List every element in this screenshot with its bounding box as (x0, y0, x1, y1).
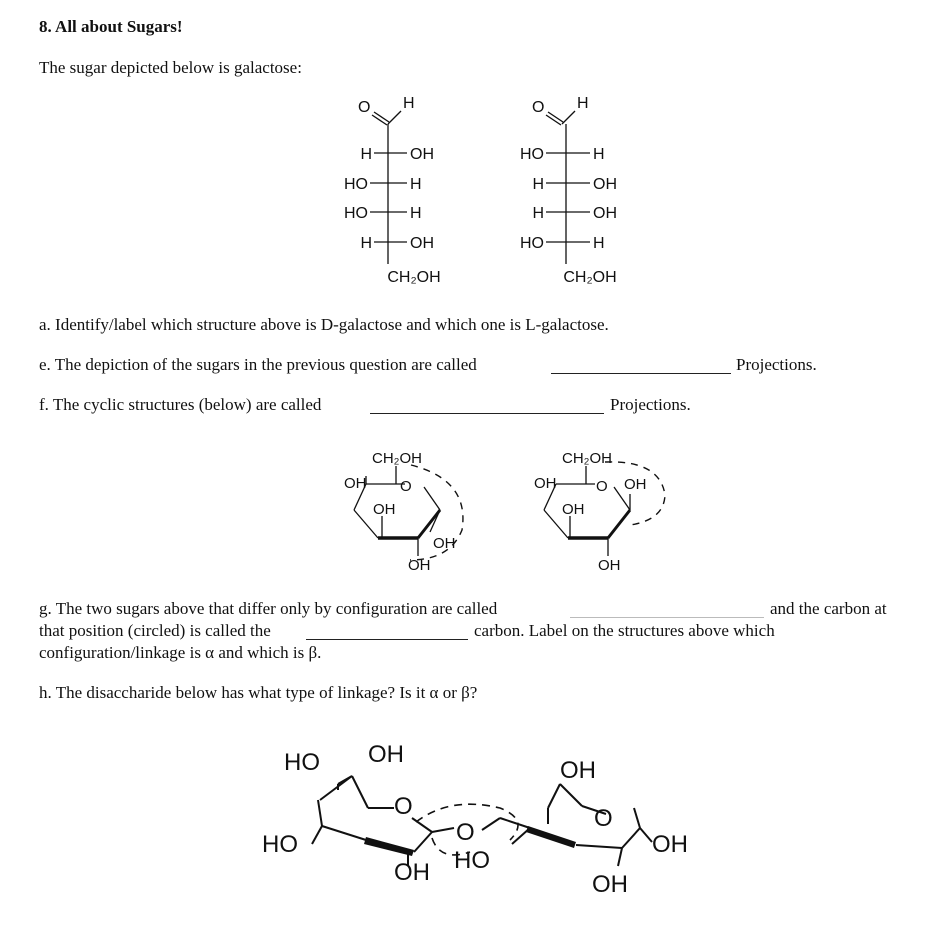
question-heading: 8. All about Sugars! (39, 17, 183, 36)
disaccharide-ho-bottom2: HO (454, 847, 490, 874)
fischer-left-row1-left: H (360, 146, 372, 163)
disaccharide-oh-right: OH (652, 831, 688, 858)
haworth-right-ch2oh: CH₂OH (562, 450, 612, 467)
question-g-line1: g. The two sugars above that differ only by configuration are called (39, 599, 498, 618)
fischer-right-row2-right: OH (593, 176, 617, 193)
question-a: a. Identify/label which structure above is D-galactose and which one is L-galactose. (39, 315, 609, 334)
haworth-right-oh-bottom: OH (598, 557, 621, 574)
haworth-right-oh-anomeric: OH (624, 476, 647, 493)
question-f-suffix: Projections. (610, 395, 691, 414)
fischer-right-row3-right: OH (593, 205, 617, 222)
fischer-right (546, 111, 590, 264)
haworth-left-ch2oh: CH₂OH (372, 450, 422, 467)
haworth-right-oh-left: OH (534, 475, 557, 492)
haworth-right-ring-o: O (596, 478, 608, 495)
fischer-right-row1-left: HO (520, 146, 544, 163)
disaccharide-oh-bottom2: OH (592, 871, 628, 898)
haworth-left-oh-bottom: OH (408, 557, 431, 574)
intro-text: The sugar depicted below is galactose: (39, 58, 302, 77)
fischer-right-row4-right: H (593, 235, 605, 252)
question-g-line1-end: and the carbon at (770, 599, 887, 618)
fischer-left (370, 111, 407, 264)
fischer-left-aldehyde-o: O (358, 99, 371, 116)
haworth-left-ring-o: O (400, 478, 412, 495)
haworth-left-oh-anomeric: OH (433, 535, 456, 552)
question-g-line2-end: carbon. Label on the structures above which (474, 621, 775, 640)
disaccharide-oh-top: OH (368, 741, 404, 768)
question-h: h. The disaccharide below has what type of linkage? Is it α or β? (39, 683, 478, 702)
question-f: f. The cyclic structures (below) are called (39, 395, 322, 414)
haworth-left-oh-left: OH (344, 475, 367, 492)
disaccharide-ring-o1: O (394, 793, 413, 820)
disaccharide-ho-left: HO (262, 831, 298, 858)
haworth-left-oh-inner: OH (373, 501, 396, 518)
disaccharide-bridge-o: O (456, 819, 475, 846)
question-e: e. The depiction of the sugars in the previous question are called (39, 355, 477, 374)
question-e-suffix: Projections. (736, 355, 817, 374)
fischer-right-aldehyde-o: O (532, 99, 545, 116)
fischer-left-row3-right: H (410, 205, 422, 222)
fischer-right-row2-left: H (532, 176, 544, 193)
question-g-line2: that position (circled) is called the (39, 621, 271, 640)
fischer-left-row4-right: OH (410, 235, 434, 252)
disaccharide-oh-top2: OH (560, 757, 596, 784)
fischer-left-ch2oh: CH₂OH (387, 269, 441, 286)
haworth-right-oh-inner: OH (562, 501, 585, 518)
fischer-right-row3-left: H (532, 205, 544, 222)
fischer-left-row3-left: HO (344, 205, 368, 222)
disaccharide-ho-top: HO (284, 749, 320, 776)
fischer-right-ch2oh: CH₂OH (563, 269, 617, 286)
disaccharide-ring-o2: O (594, 805, 613, 832)
disaccharide-oh-bottom1: OH (394, 859, 430, 886)
fischer-left-row2-right: H (410, 176, 422, 193)
fischer-left-row2-left: HO (344, 176, 368, 193)
fischer-left-aldehyde-h: H (403, 95, 415, 112)
fischer-right-aldehyde-h: H (577, 95, 589, 112)
fischer-right-row4-left: HO (520, 235, 544, 252)
fischer-left-row4-left: H (360, 235, 372, 252)
fischer-right-row1-right: H (593, 146, 605, 163)
fischer-left-row1-right: OH (410, 146, 434, 163)
question-g-line3: configuration/linkage is α and which is β. (39, 643, 322, 662)
